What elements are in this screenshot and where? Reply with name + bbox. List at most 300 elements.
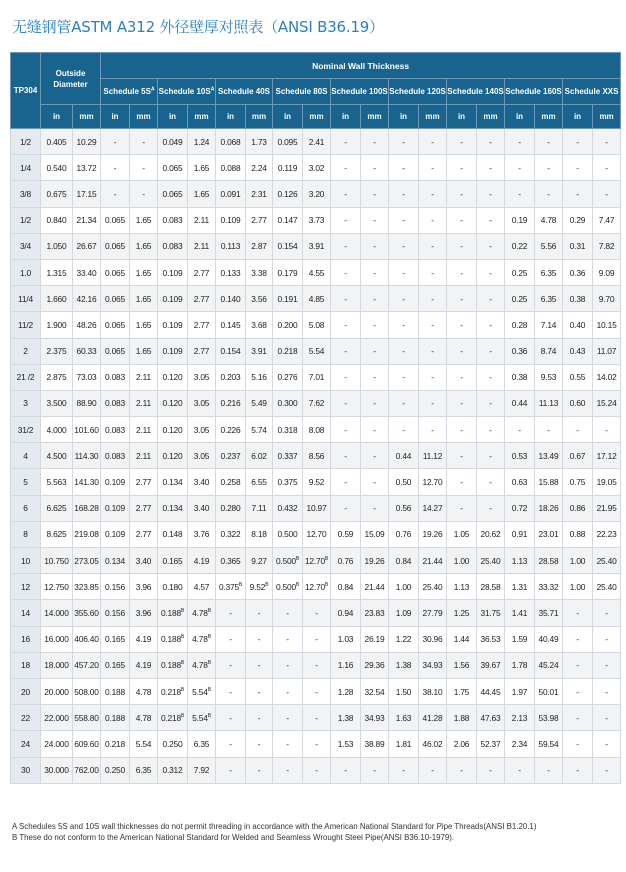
table-cell: 0.67 bbox=[563, 443, 593, 469]
table-cell: 6.625 bbox=[41, 495, 73, 521]
table-cell: - bbox=[246, 705, 273, 731]
unit-in-header: in bbox=[216, 105, 246, 129]
table-cell: - bbox=[447, 207, 477, 233]
table-cell: 273.05 bbox=[73, 548, 101, 574]
table-cell: 0.43 bbox=[563, 338, 593, 364]
table-cell: 21.44 bbox=[361, 574, 389, 600]
table-cell: - bbox=[593, 181, 621, 207]
table-cell: - bbox=[419, 286, 447, 312]
table-cell: 1.38 bbox=[389, 652, 419, 678]
nominal-size-cell: 3/4 bbox=[11, 233, 41, 259]
table-cell: 0.60 bbox=[563, 390, 593, 416]
table-cell: 4.19 bbox=[130, 652, 158, 678]
table-cell: 1.44 bbox=[447, 626, 477, 652]
table-cell: - bbox=[389, 417, 419, 443]
table-cell: - bbox=[389, 155, 419, 181]
table-cell: 3.56 bbox=[246, 286, 273, 312]
table-row bbox=[11, 207, 621, 233]
table-cell: - bbox=[563, 417, 593, 443]
table-cell: 1.03 bbox=[331, 626, 361, 652]
table-cell: - bbox=[593, 129, 621, 155]
table-cell: - bbox=[361, 286, 389, 312]
table-cell: 1.09 bbox=[389, 600, 419, 626]
table-cell: 4.55 bbox=[303, 259, 331, 285]
table-cell: 1.38 bbox=[331, 705, 361, 731]
table-cell: 3.20 bbox=[303, 181, 331, 207]
table-cell: - bbox=[389, 129, 419, 155]
table-cell: 0.188 bbox=[101, 678, 130, 704]
table-cell: 0.203 bbox=[216, 364, 246, 390]
table-cell: 1.315 bbox=[41, 259, 73, 285]
table-cell: 26.67 bbox=[73, 233, 101, 259]
table-cell: 1.59 bbox=[505, 626, 535, 652]
table-cell: - bbox=[389, 757, 419, 783]
cell-value: 4.78 bbox=[192, 634, 208, 645]
schedule-label: Schedule 120S bbox=[389, 87, 446, 96]
table-cell: 17.12 bbox=[593, 443, 621, 469]
table-cell: 48.26 bbox=[73, 312, 101, 338]
unit-in-header: in bbox=[389, 105, 419, 129]
table-cell: - bbox=[563, 181, 593, 207]
table-cell: - bbox=[331, 757, 361, 783]
table-cell: - bbox=[593, 705, 621, 731]
table-cell: - bbox=[563, 129, 593, 155]
table-cell: 0.226 bbox=[216, 417, 246, 443]
footnote-b: B These do not conform to the American National Standard for Welded and Seamless Wrought Steel Pipe(ANSI B36.10-1979). bbox=[12, 833, 455, 842]
table-cell: - bbox=[389, 181, 419, 207]
table-cell: 0.083 bbox=[101, 417, 130, 443]
unit-mm-header: mm bbox=[593, 105, 621, 129]
table-cell: 7.01 bbox=[303, 364, 331, 390]
table-cell: 0.120 bbox=[158, 364, 188, 390]
table-cell: 16.000 bbox=[41, 626, 73, 652]
table-cell: - bbox=[216, 678, 246, 704]
table-row bbox=[11, 495, 621, 521]
table-cell: - bbox=[361, 495, 389, 521]
table-cell: - bbox=[361, 338, 389, 364]
table-cell: 39.67 bbox=[477, 652, 505, 678]
table-cell: - bbox=[593, 600, 621, 626]
table-cell: 1.65 bbox=[130, 286, 158, 312]
footnote-marker: B bbox=[295, 581, 300, 588]
table-cell: 41.28 bbox=[419, 705, 447, 731]
cell-value: 12.70 bbox=[304, 581, 325, 592]
table-cell: 114.30 bbox=[73, 443, 101, 469]
table-cell: 0.109 bbox=[158, 312, 188, 338]
table-cell: 13.72 bbox=[73, 155, 101, 181]
table-cell: 8.625 bbox=[41, 521, 73, 547]
table-cell: - bbox=[419, 129, 447, 155]
table-cell: 1.00 bbox=[447, 548, 477, 574]
table-cell: - bbox=[447, 364, 477, 390]
table-cell: 0.540 bbox=[41, 155, 73, 181]
table-cell: 0.134 bbox=[158, 495, 188, 521]
table-cell: - bbox=[331, 155, 361, 181]
table-cell: 0.300 bbox=[273, 390, 303, 416]
table-cell: 2.77 bbox=[246, 207, 273, 233]
cell-value: 9.52 bbox=[249, 581, 266, 592]
table-cell: 3.38 bbox=[246, 259, 273, 285]
unit-in-header: in bbox=[273, 105, 303, 129]
table-cell: 2.11 bbox=[130, 417, 158, 443]
table-cell: 2.11 bbox=[188, 207, 216, 233]
table-cell: - bbox=[389, 207, 419, 233]
table-cell: - bbox=[303, 731, 331, 757]
table-cell: 0.065 bbox=[101, 286, 130, 312]
table-cell: 30.000 bbox=[41, 757, 73, 783]
table-cell: 3.02 bbox=[303, 155, 331, 181]
outside-diameter-label: Outside Diameter bbox=[53, 68, 88, 89]
nominal-size-cell: 6 bbox=[11, 495, 41, 521]
table-row bbox=[11, 705, 621, 731]
table-cell: 1.65 bbox=[188, 155, 216, 181]
table-cell: - bbox=[361, 155, 389, 181]
nominal-size-cell: 1/4 bbox=[11, 155, 41, 181]
table-cell: 0.083 bbox=[158, 207, 188, 233]
cell-value: 0.218 bbox=[160, 686, 181, 697]
table-cell: 4.500 bbox=[41, 443, 73, 469]
table-cell: 23.01 bbox=[535, 521, 563, 547]
table-cell: 7.47 bbox=[593, 207, 621, 233]
table-cell: 0.088 bbox=[216, 155, 246, 181]
table-cell: 323.85 bbox=[73, 574, 101, 600]
table-cell: - bbox=[447, 181, 477, 207]
table-cell: - bbox=[273, 705, 303, 731]
table-cell: 8.08 bbox=[303, 417, 331, 443]
table-cell: 8.56 bbox=[303, 443, 331, 469]
table-cell: 28.58 bbox=[535, 548, 563, 574]
unit-in-header: in bbox=[41, 105, 73, 129]
table-cell: 0.083 bbox=[101, 443, 130, 469]
table-cell: 9.53 bbox=[535, 364, 563, 390]
table-cell: 0.165 bbox=[101, 626, 130, 652]
table-cell: 2.11 bbox=[130, 390, 158, 416]
table-cell: - bbox=[246, 600, 273, 626]
table-cell: 0.109 bbox=[158, 259, 188, 285]
table-cell: 0.40 bbox=[563, 312, 593, 338]
table-cell: 3.68 bbox=[246, 312, 273, 338]
table-cell: - bbox=[505, 417, 535, 443]
footnote-marker: B bbox=[207, 634, 211, 641]
table-cell bbox=[158, 626, 188, 652]
table-cell: - bbox=[273, 626, 303, 652]
table-cell: 0.50 bbox=[389, 469, 419, 495]
table-cell: 21.95 bbox=[593, 495, 621, 521]
table-cell: 0.083 bbox=[101, 390, 130, 416]
footnote-marker: A bbox=[150, 86, 155, 93]
table-cell: - bbox=[246, 757, 273, 783]
cell-value: 0.188 bbox=[160, 607, 181, 618]
nominal-size-cell: 14 bbox=[11, 600, 41, 626]
table-cell: 1.65 bbox=[130, 259, 158, 285]
unit-header-row bbox=[11, 105, 621, 129]
table-cell: 0.068 bbox=[216, 129, 246, 155]
table-cell: 0.72 bbox=[505, 495, 535, 521]
table-cell: 5.49 bbox=[246, 390, 273, 416]
table-cell: 5.16 bbox=[246, 364, 273, 390]
table-cell: 52.37 bbox=[477, 731, 505, 757]
unit-mm-header: mm bbox=[188, 105, 216, 129]
table-cell: 0.065 bbox=[101, 312, 130, 338]
table-cell: - bbox=[447, 259, 477, 285]
table-cell: 0.38 bbox=[563, 286, 593, 312]
table-row bbox=[11, 364, 621, 390]
schedule-header bbox=[505, 79, 563, 105]
table-cell bbox=[188, 678, 216, 704]
table-cell: 0.500 bbox=[273, 521, 303, 547]
table-cell: - bbox=[535, 181, 563, 207]
table-row bbox=[11, 417, 621, 443]
table-cell: 219.08 bbox=[73, 521, 101, 547]
table-cell: - bbox=[331, 181, 361, 207]
table-cell: - bbox=[447, 390, 477, 416]
table-cell: - bbox=[303, 757, 331, 783]
table-cell: - bbox=[477, 233, 505, 259]
table-cell bbox=[303, 548, 331, 574]
table-cell: 38.89 bbox=[361, 731, 389, 757]
table-cell: - bbox=[331, 364, 361, 390]
nominal-size-cell: 20 bbox=[11, 678, 41, 704]
table-cell: 15.24 bbox=[593, 390, 621, 416]
table-cell: 0.840 bbox=[41, 207, 73, 233]
table-cell: - bbox=[130, 181, 158, 207]
table-row bbox=[11, 181, 621, 207]
table-cell: 23.83 bbox=[361, 600, 389, 626]
table-cell: - bbox=[563, 155, 593, 181]
table-cell: 1.28 bbox=[331, 678, 361, 704]
table-row bbox=[11, 443, 621, 469]
table-cell: - bbox=[361, 390, 389, 416]
table-cell: 44.45 bbox=[477, 678, 505, 704]
table-cell: 2.13 bbox=[505, 705, 535, 731]
table-cell: 34.93 bbox=[419, 652, 447, 678]
table-cell: 4.78 bbox=[535, 207, 563, 233]
schedule-label: Schedule 80S bbox=[275, 87, 328, 96]
table-cell: - bbox=[477, 155, 505, 181]
nominal-size-cell: 1/2 bbox=[11, 207, 41, 233]
table-cell: 2.31 bbox=[246, 181, 273, 207]
schedule-label: Schedule 10S bbox=[158, 87, 211, 96]
schedule-label: Schedule 5S bbox=[103, 87, 151, 96]
unit-in-header: in bbox=[563, 105, 593, 129]
table-cell bbox=[158, 652, 188, 678]
table-cell: 0.140 bbox=[216, 286, 246, 312]
table-cell: 1.78 bbox=[505, 652, 535, 678]
table-cell: - bbox=[246, 652, 273, 678]
table-cell: 0.322 bbox=[216, 521, 246, 547]
table-cell: 0.28 bbox=[505, 312, 535, 338]
table-cell: 0.188 bbox=[101, 705, 130, 731]
cell-value: 0.500 bbox=[275, 581, 296, 592]
unit-mm-header: mm bbox=[535, 105, 563, 129]
table-cell: - bbox=[447, 155, 477, 181]
table-cell: - bbox=[563, 626, 593, 652]
table-cell: 6.35 bbox=[535, 259, 563, 285]
table-cell: 1.41 bbox=[505, 600, 535, 626]
schedule-label: Schedule 100S bbox=[331, 87, 388, 96]
table-cell: 40.49 bbox=[535, 626, 563, 652]
table-cell: 9.09 bbox=[593, 259, 621, 285]
table-cell: 5.74 bbox=[246, 417, 273, 443]
table-cell bbox=[188, 626, 216, 652]
table-cell: - bbox=[593, 155, 621, 181]
table-cell: - bbox=[389, 338, 419, 364]
table-cell: - bbox=[216, 652, 246, 678]
table-cell: - bbox=[303, 626, 331, 652]
table-cell: 3.96 bbox=[130, 600, 158, 626]
table-cell: 1.25 bbox=[447, 600, 477, 626]
table-cell: 0.065 bbox=[101, 207, 130, 233]
table-cell: - bbox=[593, 626, 621, 652]
table-cell: 0.156 bbox=[101, 574, 130, 600]
table-cell: 3.05 bbox=[188, 443, 216, 469]
table-cell: 25.40 bbox=[593, 548, 621, 574]
schedule-header bbox=[447, 79, 505, 105]
table-cell: 609.60 bbox=[73, 731, 101, 757]
table-cell: - bbox=[216, 626, 246, 652]
table-cell: 0.25 bbox=[505, 259, 535, 285]
table-cell: 25.40 bbox=[593, 574, 621, 600]
cell-value: 4.78 bbox=[192, 607, 208, 618]
table-cell: 0.109 bbox=[101, 495, 130, 521]
table-cell: - bbox=[419, 181, 447, 207]
nominal-size-cell: 16 bbox=[11, 626, 41, 652]
footnotes bbox=[12, 821, 622, 843]
table-cell: - bbox=[419, 155, 447, 181]
table-cell: - bbox=[447, 495, 477, 521]
table-cell: - bbox=[303, 678, 331, 704]
table-cell bbox=[303, 574, 331, 600]
table-cell: 0.318 bbox=[273, 417, 303, 443]
table-row bbox=[11, 600, 621, 626]
table-cell: 0.148 bbox=[158, 521, 188, 547]
table-cell: - bbox=[419, 390, 447, 416]
footnote-marker: B bbox=[207, 686, 211, 693]
table-cell: - bbox=[505, 757, 535, 783]
schedule-label: Schedule 140S bbox=[447, 87, 504, 96]
table-cell: - bbox=[101, 181, 130, 207]
table-cell: 0.36 bbox=[563, 259, 593, 285]
table-cell: 7.11 bbox=[246, 495, 273, 521]
nominal-size-cell: 4 bbox=[11, 443, 41, 469]
schedule-label: Schedule 40S bbox=[217, 87, 271, 96]
table-cell: 0.59 bbox=[331, 521, 361, 547]
cell-value: 0.375 bbox=[218, 581, 239, 592]
unit-in-header: in bbox=[101, 105, 130, 129]
table-cell: - bbox=[273, 731, 303, 757]
table-row bbox=[11, 652, 621, 678]
table-cell: 141.30 bbox=[73, 469, 101, 495]
table-cell: 1.00 bbox=[563, 574, 593, 600]
table-cell: 4.78 bbox=[130, 705, 158, 731]
table-cell: - bbox=[361, 129, 389, 155]
table-cell: 3.500 bbox=[41, 390, 73, 416]
table-cell: 17.15 bbox=[73, 181, 101, 207]
table-cell: 8.18 bbox=[246, 521, 273, 547]
table-cell: 19.05 bbox=[593, 469, 621, 495]
table-cell: 19.26 bbox=[419, 521, 447, 547]
table-cell: 0.120 bbox=[158, 443, 188, 469]
outside-diameter-header bbox=[41, 53, 101, 105]
table-cell: 28.58 bbox=[477, 574, 505, 600]
table-cell: 0.065 bbox=[101, 259, 130, 285]
table-cell: 35.71 bbox=[535, 600, 563, 626]
table-cell: - bbox=[361, 312, 389, 338]
table-cell: 15.88 bbox=[535, 469, 563, 495]
table-cell: - bbox=[331, 443, 361, 469]
table-row bbox=[11, 390, 621, 416]
table-cell: - bbox=[361, 443, 389, 469]
nominal-size-cell: 1.0 bbox=[11, 259, 41, 285]
table-cell: 5.563 bbox=[41, 469, 73, 495]
table-cell: 0.218 bbox=[101, 731, 130, 757]
table-cell: - bbox=[246, 626, 273, 652]
table-cell: 6.35 bbox=[535, 286, 563, 312]
table-cell: 2.87 bbox=[246, 233, 273, 259]
table-cell: 10.97 bbox=[303, 495, 331, 521]
table-cell: 7.62 bbox=[303, 390, 331, 416]
table-cell: - bbox=[273, 652, 303, 678]
table-cell: - bbox=[477, 495, 505, 521]
table-cell: - bbox=[477, 286, 505, 312]
table-cell bbox=[188, 600, 216, 626]
cell-value: 12.70 bbox=[304, 555, 325, 566]
table-cell: 0.375 bbox=[273, 469, 303, 495]
table-cell: 0.19 bbox=[505, 207, 535, 233]
nominal-size-cell: 1/2 bbox=[11, 129, 41, 155]
table-cell: - bbox=[361, 233, 389, 259]
table-cell: 2.06 bbox=[447, 731, 477, 757]
table-cell: 47.63 bbox=[477, 705, 505, 731]
nominal-size-cell: 10 bbox=[11, 548, 41, 574]
table-cell: 24.000 bbox=[41, 731, 73, 757]
footnote-marker: B bbox=[207, 608, 211, 615]
table-cell: 1.24 bbox=[188, 129, 216, 155]
table-cell: 21.34 bbox=[73, 207, 101, 233]
table-cell: 1.65 bbox=[130, 207, 158, 233]
table-cell: 6.02 bbox=[246, 443, 273, 469]
table-cell: - bbox=[477, 312, 505, 338]
table-cell: - bbox=[563, 731, 593, 757]
table-cell: 32.54 bbox=[361, 678, 389, 704]
table-cell: 20.62 bbox=[477, 521, 505, 547]
table-cell: 0.109 bbox=[158, 338, 188, 364]
page-title: 无缝钢管ASTM A312 外径壁厚对照表（ANSI B36.19） bbox=[12, 18, 384, 36]
table-cell: - bbox=[303, 705, 331, 731]
table-row bbox=[11, 129, 621, 155]
table-cell: - bbox=[331, 207, 361, 233]
table-cell: - bbox=[593, 757, 621, 783]
table-cell: 1.31 bbox=[505, 574, 535, 600]
table-cell: - bbox=[593, 731, 621, 757]
table-cell: 1.88 bbox=[447, 705, 477, 731]
table-cell bbox=[188, 705, 216, 731]
table-cell: - bbox=[331, 417, 361, 443]
table-cell: 4.000 bbox=[41, 417, 73, 443]
table-cell: - bbox=[477, 390, 505, 416]
table-cell: 31.75 bbox=[477, 600, 505, 626]
table-cell: 60.33 bbox=[73, 338, 101, 364]
table-cell: 4.19 bbox=[130, 626, 158, 652]
table-cell: 7.14 bbox=[535, 312, 563, 338]
table-cell bbox=[158, 600, 188, 626]
table-cell: 2.41 bbox=[303, 129, 331, 155]
nominal-size-cell: 5 bbox=[11, 469, 41, 495]
nominal-size-cell: 11/2 bbox=[11, 312, 41, 338]
table-cell: 0.134 bbox=[101, 548, 130, 574]
table-cell: 33.40 bbox=[73, 259, 101, 285]
table-cell: 45.24 bbox=[535, 652, 563, 678]
